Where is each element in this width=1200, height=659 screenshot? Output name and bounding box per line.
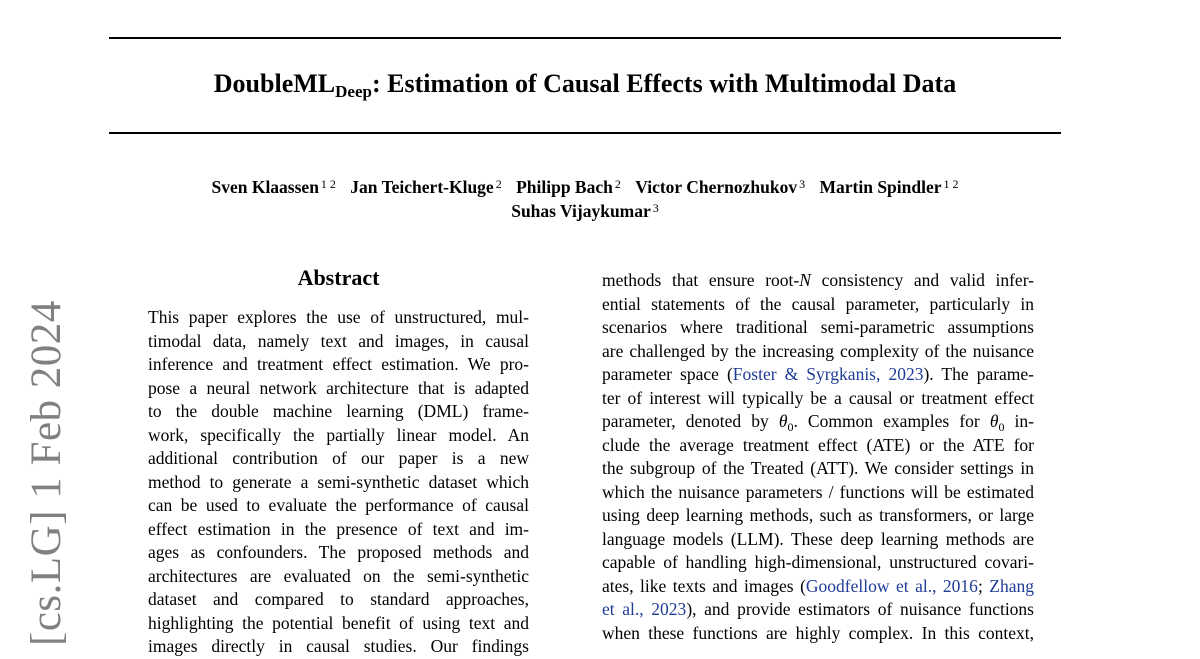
citation-link[interactable]: Zhang xyxy=(989,575,1034,596)
abstract-line: can be used to evaluate the performance of causal xyxy=(148,495,529,515)
abstract-line: dataset and compared to standard approaches, xyxy=(148,589,529,609)
paper-title: DoubleML$_{Deep}$: Estimation of Causal Effects with Multimodal Data xyxy=(213,69,957,101)
body-line: using deep learning methods, such as transformers, or large xyxy=(602,505,1034,525)
body-text-column xyxy=(602,269,1034,645)
abstract-line: architectures are evaluated on the semi-synthetic xyxy=(148,565,529,586)
body-line: scenarios where traditional semi-parametric assumptions xyxy=(602,317,1034,337)
abstract-line: images directly in causal studies. Our findings xyxy=(148,636,529,656)
body-line: ates, like texts and images (Goodfellow et al., 2016; Zhang xyxy=(602,575,1034,596)
body-line: ential statements of the causal parameter, particularly in xyxy=(602,293,1034,314)
body-line: et al., 2023), and provide estimators of nuisance functions xyxy=(602,599,1034,619)
body-line: when these functions are highly complex. In this context, xyxy=(602,622,1034,643)
abstract-body xyxy=(148,306,529,659)
body-line: the subgroup of the Treated (ATT). We consider settings in xyxy=(602,458,1034,478)
title-rule-top xyxy=(109,37,1061,39)
abstract-line: pose a neural network architecture that is adapted xyxy=(148,377,529,398)
citation-link[interactable]: Goodfellow et al., 2016 xyxy=(805,575,978,596)
arxiv-stamp: [cs.LG] 1 Feb 2024 xyxy=(23,300,70,646)
body-line: methods that ensure root-N consistency and valid infer- xyxy=(602,270,1035,290)
author: Sven Klaassen $^{1 2}$ xyxy=(211,177,336,197)
author: Suhas Vijaykumar $^3$ xyxy=(511,201,659,221)
abstract-line: to the double machine learning (DML) frame- xyxy=(148,401,529,421)
author: Jan Teichert-Kluge $^2$ xyxy=(350,177,502,197)
author: Philipp Bach $^2$ xyxy=(516,177,621,197)
abstract-line: work, specifically the partially linear model. An xyxy=(148,424,529,445)
title-rule-bottom xyxy=(109,132,1061,134)
math-theta: $\theta_0$ xyxy=(989,411,1005,434)
abstract-line: inference and treatment effect estimation. We pro- xyxy=(148,354,529,374)
body-line: ter of interest will typically be a causal or treatment effect xyxy=(602,387,1034,408)
body-line: capable of handling high-dimensional, unstructured covari- xyxy=(602,552,1034,572)
abstract-line: ages as confounders. The proposed methods and xyxy=(148,542,529,562)
body-line: parameter, denoted by $\theta_0$. Common examples for $\theta_0$ in- xyxy=(602,411,1034,434)
abstract-line: effect estimation in the presence of text and im- xyxy=(148,518,529,539)
body-line: language models (LLM). These deep learning methods are xyxy=(602,528,1034,549)
abstract-heading: Abstract xyxy=(297,265,380,290)
citation-link[interactable]: et al., 2023 xyxy=(602,599,687,619)
author-list xyxy=(0,175,1170,223)
author: Victor Chernozhukov $^3$ xyxy=(635,177,806,197)
abstract-line: method to generate a semi-synthetic dataset which xyxy=(148,471,529,492)
author: Martin Spindler $^{1 2}$ xyxy=(819,177,959,197)
body-line: are challenged by the increasing complexity of the nuisance xyxy=(602,340,1034,361)
body-line: which the nuisance parameters / functions will be estimated xyxy=(602,481,1034,502)
abstract-line: timodal data, namely text and images, in causal xyxy=(148,330,529,351)
abstract-line: This paper explores the use of unstructured, mul- xyxy=(148,307,529,327)
citation-link[interactable]: Foster & Syrgkanis, 2023 xyxy=(732,364,924,384)
body-line: clude the average treatment effect (ATE) or the ATE for xyxy=(602,434,1034,455)
math-theta: $\theta_0$ xyxy=(778,411,794,434)
abstract-line: additional contribution of our paper is a new xyxy=(148,448,529,468)
abstract-line: highlighting the potential benefit of using text and xyxy=(148,612,529,633)
body-line: parameter space (Foster & Syrgkanis, 2023). The parame- xyxy=(602,364,1035,384)
